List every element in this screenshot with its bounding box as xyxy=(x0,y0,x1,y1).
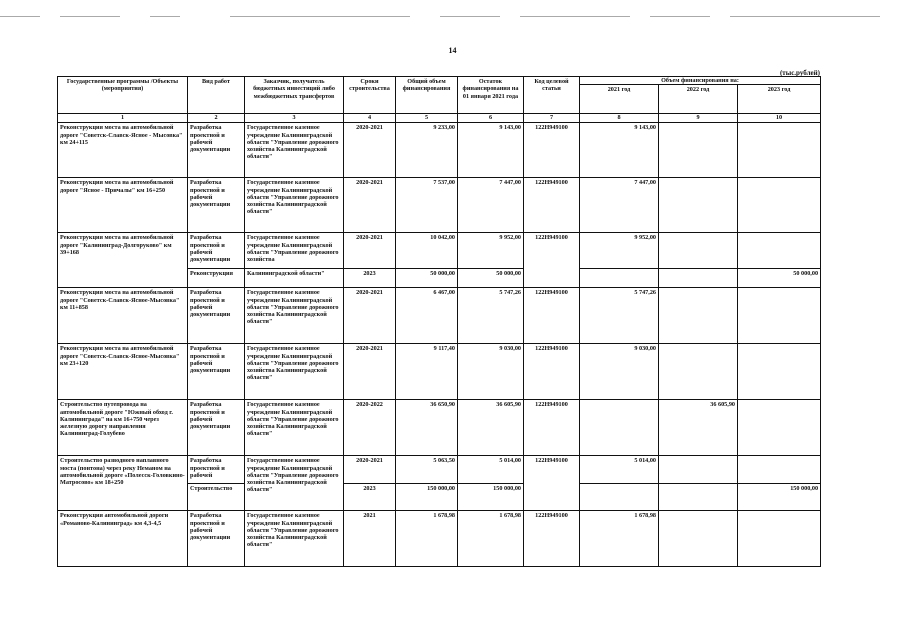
remainder-cell: 7 447,00 xyxy=(458,178,524,233)
column-number: 10 xyxy=(738,114,821,123)
table-row xyxy=(58,456,821,484)
work-type-cell: Разработка проектной и рабочей документации xyxy=(188,344,245,400)
remainder-cell: 5 014,00 xyxy=(458,456,524,484)
code-cell: 122H949100 xyxy=(524,288,580,344)
period-cell: 2021 xyxy=(344,511,396,567)
y2022-cell xyxy=(659,123,738,178)
y2021-cell: 9 030,00 xyxy=(580,344,659,400)
work-type-cell: Разработка проектной и рабочей документации xyxy=(188,511,245,567)
column-number: 3 xyxy=(245,114,344,123)
customer-cell: Государственное казенное учреждение Калининградской области "Управление дорожного хозяйства Калининградской области" xyxy=(245,511,344,567)
total-cell: 5 063,50 xyxy=(396,456,458,484)
customer-text: Государственное казенное учреждение Калининградской области "Управление xyxy=(247,457,333,479)
remainder-cell: 150 000,00 xyxy=(458,484,524,511)
column-number: 5 xyxy=(396,114,458,123)
y2023-cell xyxy=(738,178,821,233)
work-type-cell: Разработка проектной и рабочей документации xyxy=(188,288,245,344)
period-cell: 2020-2021 xyxy=(344,233,396,269)
y2023-cell xyxy=(738,456,821,484)
total-cell: 50 000,00 xyxy=(396,269,458,288)
column-number: 6 xyxy=(458,114,524,123)
y2021-cell: 9 952,00 xyxy=(580,233,659,269)
code-cell: 122H949100 xyxy=(524,456,580,511)
y2022-cell xyxy=(659,456,738,484)
y2021-cell: 7 447,00 xyxy=(580,178,659,233)
period-cell: 2020-2021 xyxy=(344,288,396,344)
code-cell: 122H949100 xyxy=(524,511,580,567)
code-cell: 122H949100 xyxy=(524,344,580,400)
work-type-cell: Разработка проектной и рабочей документации xyxy=(188,400,245,456)
column-number: 9 xyxy=(659,114,738,123)
y2023-cell xyxy=(738,400,821,456)
customer-cell: Калининградской области" xyxy=(245,269,344,288)
period-cell: 2023 xyxy=(344,269,396,288)
period-cell: 2020-2021 xyxy=(344,456,396,484)
y2022-cell xyxy=(659,269,738,288)
object-cell: Строительство разводного наплавного моста (понтона) через реку Неманом на автомобильной дороге «Полесск-Головкино-Матросово» км 18+250 xyxy=(58,456,188,511)
customer-cell: Государственное казенное учреждение Калининградской области "Управление дорожного хозяйства Калининградской области" xyxy=(245,178,344,233)
total-cell: 9 117,40 xyxy=(396,344,458,400)
header-work-type: Вид работ xyxy=(188,77,245,114)
header-2023: 2023 год xyxy=(738,85,821,114)
y2021-cell xyxy=(580,400,659,456)
work-type-cell: Строительство xyxy=(188,484,245,511)
y2023-cell xyxy=(738,511,821,567)
y2021-cell xyxy=(580,484,659,511)
remainder-cell: 36 605,90 xyxy=(458,400,524,456)
y2023-cell xyxy=(738,288,821,344)
customer-cell: Государственное казенное учреждение Калининградской области "Управление дорожного хозяйства xyxy=(245,233,344,269)
table-row xyxy=(58,123,821,178)
y2022-cell xyxy=(659,233,738,269)
total-cell: 1 678,98 xyxy=(396,511,458,567)
customer-text-cont: дорожного хозяйства Калининградской области" xyxy=(247,471,339,494)
remainder-cell: 9 952,00 xyxy=(458,233,524,269)
header-period: Сроки строительства xyxy=(344,77,396,114)
y2022-cell xyxy=(659,178,738,233)
column-number: 8 xyxy=(580,114,659,123)
total-cell: 6 467,00 xyxy=(396,288,458,344)
period-cell: 2020-2021 xyxy=(344,178,396,233)
table-row xyxy=(58,511,821,567)
customer-cell: Государственное казенное учреждение Калининградской области "Управление дорожного хозяйства Калининградской области" xyxy=(245,344,344,400)
y2022-cell xyxy=(659,511,738,567)
table-row xyxy=(58,178,821,233)
header-funding-group: Объем финансирования на: xyxy=(580,77,821,85)
object-cell: Реконструкция моста на автомобильной дороге "Ясное - Причалы" км 16+250 xyxy=(58,178,188,233)
work-type-cell: Разработка проектной и рабочей документации xyxy=(188,233,245,269)
top-scan-line xyxy=(0,16,905,18)
work-type-cell: Разработка проектной и рабочей документации xyxy=(188,178,245,233)
work-type-cell: Разработка проектной и рабочей xyxy=(188,456,245,484)
total-cell: 10 042,00 xyxy=(396,233,458,269)
customer-cell: Государственное казенное учреждение Калининградской области "Управление дорожного хозяйства Калининградской области" xyxy=(245,400,344,456)
page-number: 14 xyxy=(448,46,457,55)
column-number: 2 xyxy=(188,114,245,123)
y2022-cell: 36 605,90 xyxy=(659,400,738,456)
header-total: Общий объем финансирования xyxy=(396,77,458,114)
y2021-cell xyxy=(580,269,659,288)
period-cell: 2020-2021 xyxy=(344,123,396,178)
column-number: 4 xyxy=(344,114,396,123)
header-customer: Заказчик, получатель бюджетных инвестиций либо межбюджетных трансфертов xyxy=(245,77,344,114)
header-object: Государственные программы /Объекты (мероприятия) xyxy=(58,77,188,114)
object-cell: Строительство путепровода на автомобильной дороге "Южный обход г. Калининграда" на км 16+750 через железную дорогу направления Калининград-Голубево xyxy=(58,400,188,456)
period-cell: 2020-2021 xyxy=(344,344,396,400)
financing-table xyxy=(57,76,821,567)
y2023-cell xyxy=(738,123,821,178)
column-number: 7 xyxy=(524,114,580,123)
remainder-cell: 1 678,98 xyxy=(458,511,524,567)
object-cell: Реконструкция автомобильной дороги «Романово-Калининград» км 4,3-4,5 xyxy=(58,511,188,567)
code-cell: 122H949100 xyxy=(524,123,580,178)
table-row xyxy=(58,344,821,400)
code-cell: 122H949100 xyxy=(524,233,580,288)
remainder-cell: 50 000,00 xyxy=(458,269,524,288)
y2021-cell: 5 747,26 xyxy=(580,288,659,344)
table-row xyxy=(58,400,821,456)
y2021-cell: 1 678,98 xyxy=(580,511,659,567)
y2023-cell: 150 000,00 xyxy=(738,484,821,511)
y2023-cell xyxy=(738,344,821,400)
object-cell: Реконструкция моста на автомобильной дороге "Калининград-Долгоруково" км 39+168 xyxy=(58,233,188,288)
y2023-cell: 50 000,00 xyxy=(738,269,821,288)
y2023-cell xyxy=(738,233,821,269)
total-cell: 7 537,00 xyxy=(396,178,458,233)
remainder-cell: 9 143,00 xyxy=(458,123,524,178)
y2022-cell xyxy=(659,288,738,344)
code-cell: 122H949100 xyxy=(524,400,580,456)
table-row xyxy=(58,233,821,269)
y2021-cell: 9 143,00 xyxy=(580,123,659,178)
period-cell: 2020-2022 xyxy=(344,400,396,456)
remainder-cell: 9 030,00 xyxy=(458,344,524,400)
object-cell: Реконструкция моста на автомобильной дороге "Советск-Славск-Ясное - Мысовка" км 24+115 xyxy=(58,123,188,178)
code-cell: 122H949100 xyxy=(524,178,580,233)
units-label: (тыс.рублей) xyxy=(779,69,820,77)
header-remainder: Остаток финансирования на 01 января 2021 года xyxy=(458,77,524,114)
period-cell: 2023 xyxy=(344,484,396,511)
header-2021: 2021 год xyxy=(580,85,659,114)
table-row xyxy=(58,288,821,344)
remainder-cell: 5 747,26 xyxy=(458,288,524,344)
customer-cell: Государственное казенное учреждение Калининградской области "Управление дорожного хозяйства Калининградской области" xyxy=(245,288,344,344)
total-cell: 36 650,90 xyxy=(396,400,458,456)
object-cell: Реконструкция моста на автомобильной дороге "Советск-Славск-Ясное-Мысовка" км 23+120 xyxy=(58,344,188,400)
header-2022: 2022 год xyxy=(659,85,738,114)
y2022-cell xyxy=(659,344,738,400)
customer-cell: Государственное казенное учреждение Калининградской области "Управление дорожного хозяйства Калининградской области" xyxy=(245,123,344,178)
y2021-cell: 5 014,00 xyxy=(580,456,659,484)
work-type-cell: Разработка проектной и рабочей документации xyxy=(188,123,245,178)
work-type-cell: Реконструкция xyxy=(188,269,245,288)
y2022-cell xyxy=(659,484,738,511)
column-number: 1 xyxy=(58,114,188,123)
total-cell: 9 233,00 xyxy=(396,123,458,178)
total-cell: 150 000,00 xyxy=(396,484,458,511)
object-cell: Реконструкция моста на автомобильной дороге "Советск-Славск-Ясное-Мысовка" км 11+858 xyxy=(58,288,188,344)
header-code: Код целевой статьи xyxy=(524,77,580,114)
customer-cell xyxy=(245,456,344,511)
column-number-row xyxy=(58,114,821,123)
